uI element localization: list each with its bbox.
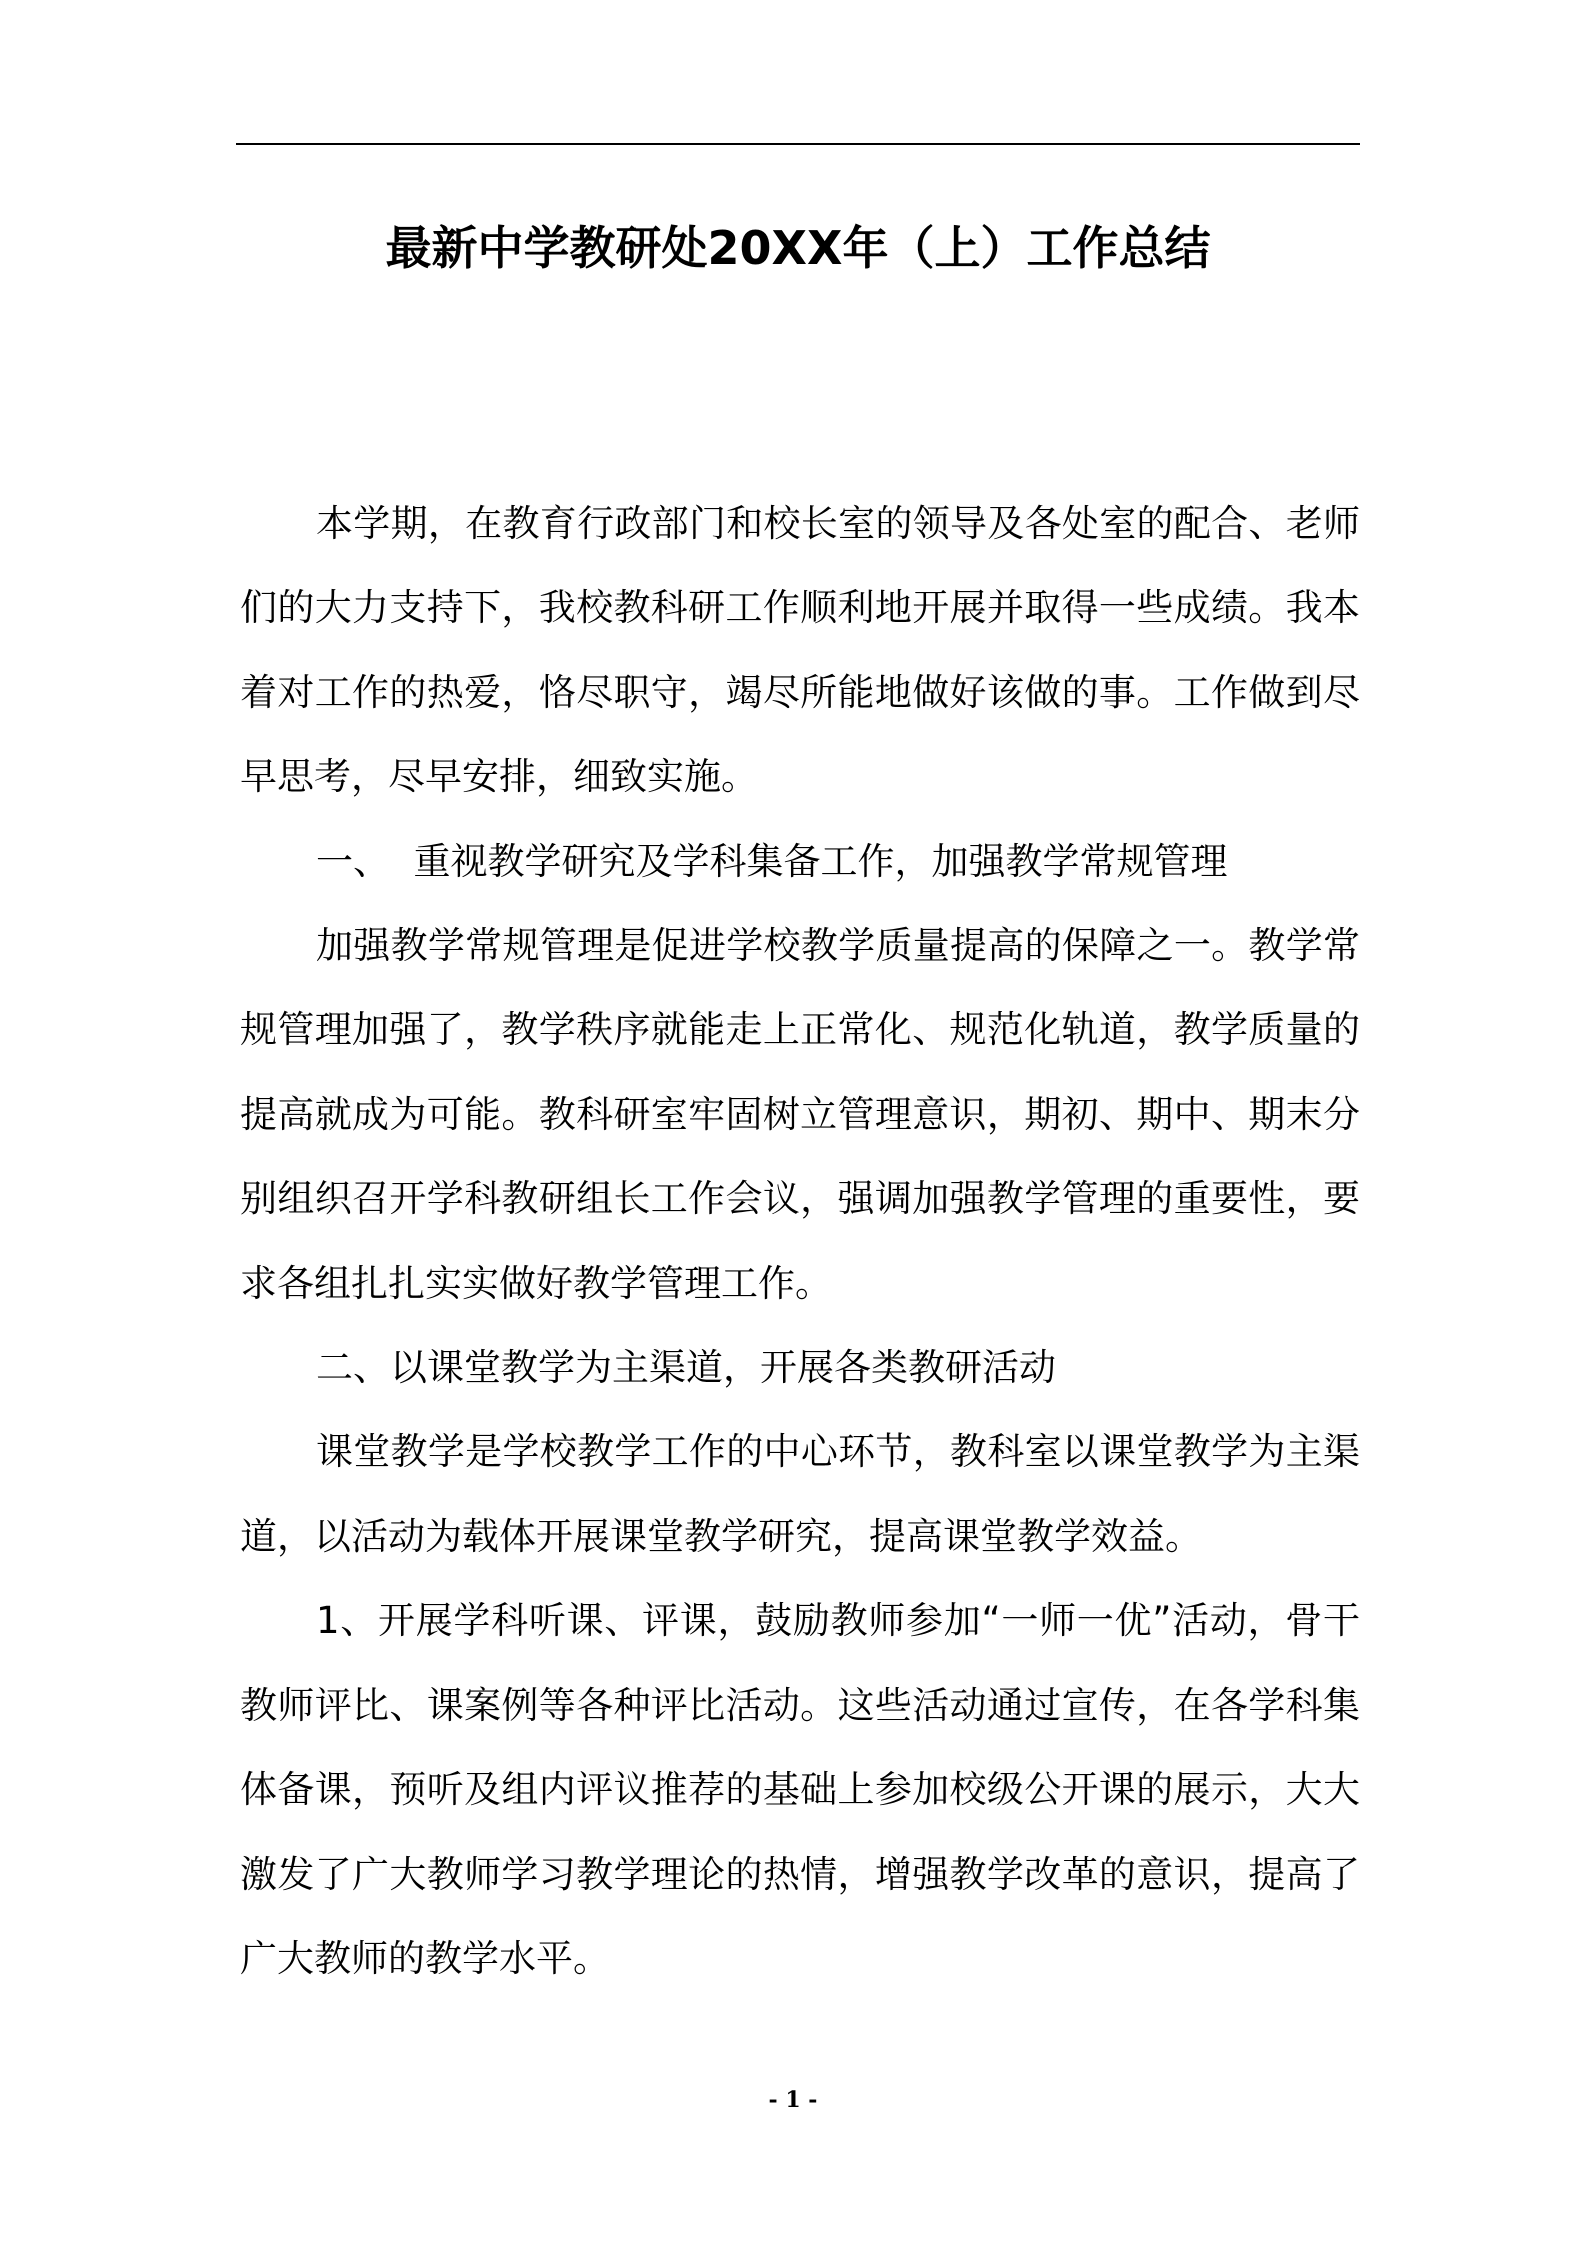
section-1-paragraph: 加强教学常规管理是促进学校教学质量提高的保障之一。教学常规管理加强了，教学秩序就能走上正常化、规范化轨道，教学质量的提高就成为可能。教科研室牢固树立管理意识，期初、期中、期末分别组织召开学科教研组长工作会议，强调加强教学管理的重要性，要求各组扎扎实实做好教学管理工作。	[240, 924, 1360, 1305]
section-2-paragraph: 课堂教学是学校教学工作的中心环节，教科室以课堂教学为主渠道，以活动为载体开展课堂教学研究，提高课堂教学效益。	[240, 1430, 1360, 1558]
section-2-item-1-paragraph: 1、开展学科听课、评课，鼓励教师参加“一师一优”活动，骨干教师评比、课案例等各种评比活动。这些活动通过宣传，在各学科集体备课，预听及组内评议推荐的基础上参加校级公开课的展示，大大激发了广大教师学习教学理论的热情，增强教学改革的意识，提高了广大教师的教学水平。	[240, 1599, 1360, 1980]
section-heading-1: 一、 重视教学研究及学科集备工作，加强教学常规管理	[316, 839, 1228, 883]
page-number: - 1 -	[768, 2087, 818, 2113]
section-heading-2: 二、以课堂教学为主渠道，开展各类教研活动	[316, 1346, 1056, 1390]
document-title: 最新中学教研处20XX年（上）工作总结	[385, 221, 1211, 275]
document-body	[240, 482, 1360, 2001]
intro-paragraph: 本学期，在教育行政部门和校长室的领导及各处室的配合、老师们的大力支持下，我校教科研工作顺利地开展并取得一些成绩。我本着对工作的热爱，恪尽职守，竭尽所能地做好该做的事。工作做到尽早思考，尽早安排，细致实施。	[240, 502, 1360, 799]
header-rule	[236, 143, 1360, 145]
